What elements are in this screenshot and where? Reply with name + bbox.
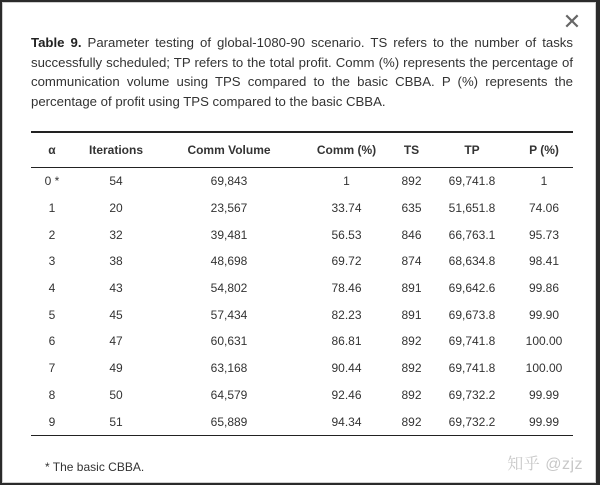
- cell-ts: 892: [401, 334, 422, 349]
- table-row: [31, 328, 573, 355]
- cell-tp: 51,651.8: [448, 201, 496, 216]
- cell-tp: 69,732.2: [448, 414, 496, 429]
- cell-comm-volume: 57,434: [210, 307, 248, 322]
- cell-ts: 874: [401, 254, 422, 269]
- table-row: [31, 195, 573, 222]
- cell-alpha: 2: [48, 227, 56, 242]
- cell-ts: 892: [401, 414, 422, 429]
- cell-alpha: 5: [48, 307, 56, 322]
- cell-comm-percent: 56.53: [331, 227, 362, 242]
- cell-comm-volume: 39,481: [210, 227, 248, 242]
- cell-p-percent: 100.00: [525, 334, 563, 349]
- cell-alpha: 0 *: [44, 174, 60, 189]
- cell-p-percent: 1: [540, 174, 548, 189]
- cell-ts: 891: [401, 281, 422, 296]
- cell-comm-volume: 64,579: [210, 387, 248, 402]
- close-icon[interactable]: ✕: [562, 9, 582, 34]
- cell-p-percent: 99.99: [528, 387, 560, 402]
- table-row: [31, 168, 573, 195]
- header-p-percent: P (%): [529, 143, 559, 157]
- cell-ts: 892: [401, 174, 422, 189]
- cell-alpha: 9: [48, 414, 56, 429]
- header-ts: TS: [403, 143, 420, 157]
- cell-comm-volume: 69,843: [210, 174, 248, 189]
- header-row: [31, 132, 573, 168]
- cell-comm-volume: 63,168: [210, 361, 248, 376]
- cell-iterations: 38: [109, 254, 123, 269]
- table-modal: [2, 2, 596, 483]
- cell-comm-percent: 33.74: [331, 201, 362, 216]
- cell-p-percent: 98.41: [528, 254, 560, 269]
- header-alpha: α: [48, 143, 56, 157]
- cell-ts: 846: [401, 227, 422, 242]
- cell-p-percent: 100.00: [525, 361, 563, 376]
- table-row: [31, 275, 573, 302]
- table-caption: [31, 33, 573, 111]
- cell-comm-volume: 48,698: [210, 254, 248, 269]
- cell-alpha: 8: [48, 387, 56, 402]
- cell-alpha: 3: [48, 254, 56, 269]
- cell-tp: 69,741.8: [448, 174, 496, 189]
- cell-iterations: 47: [109, 334, 123, 349]
- table-row: [31, 382, 573, 409]
- parameter-table: [31, 131, 573, 436]
- cell-iterations: 32: [109, 227, 123, 242]
- cell-iterations: 49: [109, 361, 123, 376]
- cell-comm-percent: 1: [343, 174, 350, 189]
- cell-comm-percent: 82.23: [331, 307, 362, 322]
- cell-p-percent: 99.99: [528, 414, 560, 429]
- cell-tp: 66,763.1: [448, 227, 496, 242]
- cell-p-percent: 99.86: [528, 281, 560, 296]
- table-row: [31, 248, 573, 275]
- header-iterations: Iterations: [88, 143, 143, 157]
- cell-alpha: 1: [48, 201, 56, 216]
- cell-iterations: 50: [109, 387, 123, 402]
- cell-p-percent: 74.06: [528, 201, 560, 216]
- cell-tp: 68,634.8: [448, 254, 496, 269]
- caption-label: Table 9.: [31, 35, 82, 50]
- table-row: [31, 355, 573, 382]
- cell-comm-volume: 60,631: [210, 334, 248, 349]
- cell-alpha: 7: [48, 361, 56, 376]
- header-comm-percent: Comm (%): [316, 143, 377, 157]
- cell-iterations: 20: [109, 201, 123, 216]
- cell-tp: 69,741.8: [448, 334, 496, 349]
- cell-comm-volume: 23,567: [210, 201, 248, 216]
- table-row: [31, 301, 573, 328]
- cell-p-percent: 99.90: [528, 307, 560, 322]
- cell-tp: 69,642.6: [448, 281, 496, 296]
- cell-alpha: 6: [48, 334, 56, 349]
- cell-iterations: 54: [109, 174, 123, 189]
- cell-comm-percent: 90.44: [331, 361, 362, 376]
- caption-text: Parameter testing of global-1080-90 scenario. TS refers to the number of tasks successfully scheduled; TP refers to the total profit. Comm (%) represents the percentage of communication volume using TPS compared to the basic CBBA. P (%) represents the percentage of profit using TPS compared to the basic CBBA.: [31, 35, 573, 109]
- header-tp: TP: [464, 143, 480, 157]
- cell-comm-percent: 78.46: [331, 281, 362, 296]
- table-footnote: * The basic CBBA.: [45, 460, 145, 474]
- cell-comm-volume: 54,802: [210, 281, 248, 296]
- cell-comm-volume: 65,889: [210, 414, 248, 429]
- cell-iterations: 51: [109, 414, 123, 429]
- watermark: 知乎 @zjz: [507, 456, 583, 473]
- cell-tp: 69,732.2: [448, 387, 496, 402]
- cell-tp: 69,673.8: [448, 307, 496, 322]
- cell-comm-percent: 86.81: [331, 334, 362, 349]
- cell-ts: 892: [401, 361, 422, 376]
- cell-ts: 635: [401, 201, 422, 216]
- table-row: [31, 408, 573, 435]
- cell-comm-percent: 92.46: [331, 387, 362, 402]
- cell-ts: 892: [401, 387, 422, 402]
- cell-tp: 69,741.8: [448, 361, 496, 376]
- header-comm-volume: Comm Volume: [187, 143, 271, 157]
- cell-comm-percent: 94.34: [331, 414, 362, 429]
- table-row: [31, 221, 573, 248]
- cell-iterations: 43: [109, 281, 123, 296]
- cell-comm-percent: 69.72: [331, 254, 362, 269]
- cell-alpha: 4: [48, 281, 56, 296]
- cell-iterations: 45: [109, 307, 123, 322]
- cell-p-percent: 95.73: [528, 227, 560, 242]
- cell-ts: 891: [401, 307, 422, 322]
